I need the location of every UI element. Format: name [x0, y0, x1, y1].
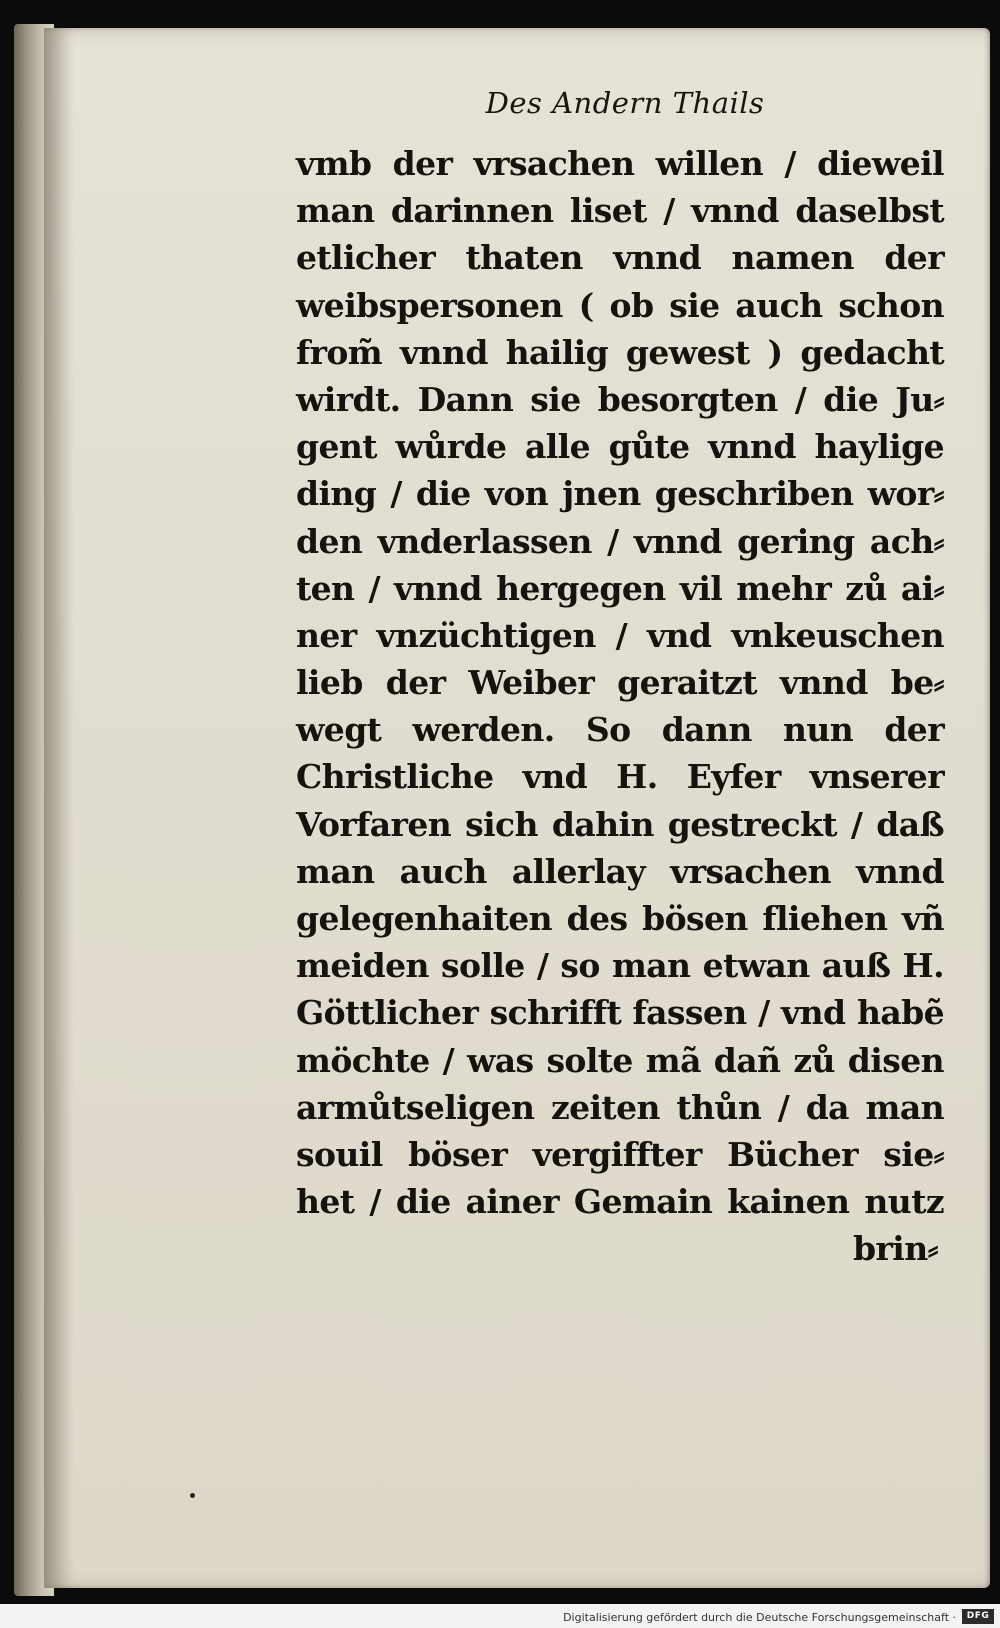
text-line: het / die ainer Gemain kainen nutz: [296, 1182, 944, 1222]
text-line: man auch allerlay vrsachen vnnd: [296, 851, 944, 891]
text-line: gelegenhaiten des bösen fliehen vñ: [296, 899, 944, 938]
text-line: ding / die von jnen geschriben wor⸗: [296, 474, 944, 514]
footer-bar: [0, 1604, 1000, 1628]
text-line: from̃ vnnd hailig gewest ) gedacht: [296, 332, 944, 372]
text-line: wirdt. Dann sie besorgten / die Ju⸗: [296, 379, 944, 419]
text-line: vmb der vrsachen willen / dieweil: [296, 144, 944, 183]
funding-credit: Digitalisierung gefördert durch die Deutsche Forschungsgemeinschaft ·: [563, 1611, 956, 1624]
catchword: brin⸗: [853, 1229, 938, 1269]
text-line: man darinnen liset / vnnd daselbst: [296, 191, 944, 231]
text-line: souil böser vergiffter Bücher sie⸗: [296, 1134, 944, 1174]
text-line: Christliche vnd H. Eyfer vnserer: [296, 757, 944, 797]
text-line: Vorfaren sich dahin gestreckt / daß: [296, 804, 944, 844]
text-line: meiden solle / so man etwan auß H.: [296, 946, 944, 986]
text-line: gent wůrde alle gůte vnnd haylige: [296, 427, 944, 467]
dfg-logo-icon: DFG: [962, 1609, 994, 1624]
text-line: ten / vnnd hergegen vil mehr zů ai⸗: [296, 568, 944, 608]
text-line: Göttlicher schrifft fassen / vnd habẽ: [296, 993, 944, 1033]
paper-speck: [190, 1493, 195, 1498]
body-text: [296, 140, 944, 1273]
text-line: weibspersonen ( ob sie auch schon: [296, 285, 944, 325]
text-line: etlicher thaten vnnd namen der: [296, 238, 944, 278]
text-line: den vnderlassen / vnnd gering ach⸗: [296, 521, 944, 561]
text-line: ner vnzüchtigen / vnd vnkeuschen: [296, 615, 944, 655]
text-line: wegt werden. So dann nun der: [296, 710, 944, 750]
text-line: möchte / was solte mã dañ zů disen: [296, 1040, 944, 1080]
running-head: Des Andern Thails: [485, 86, 765, 120]
text-line: armůtseligen zeiten thůn / da man: [296, 1087, 944, 1127]
text-line: lieb der Weiber geraitzt vnnd be⸗: [296, 663, 944, 703]
